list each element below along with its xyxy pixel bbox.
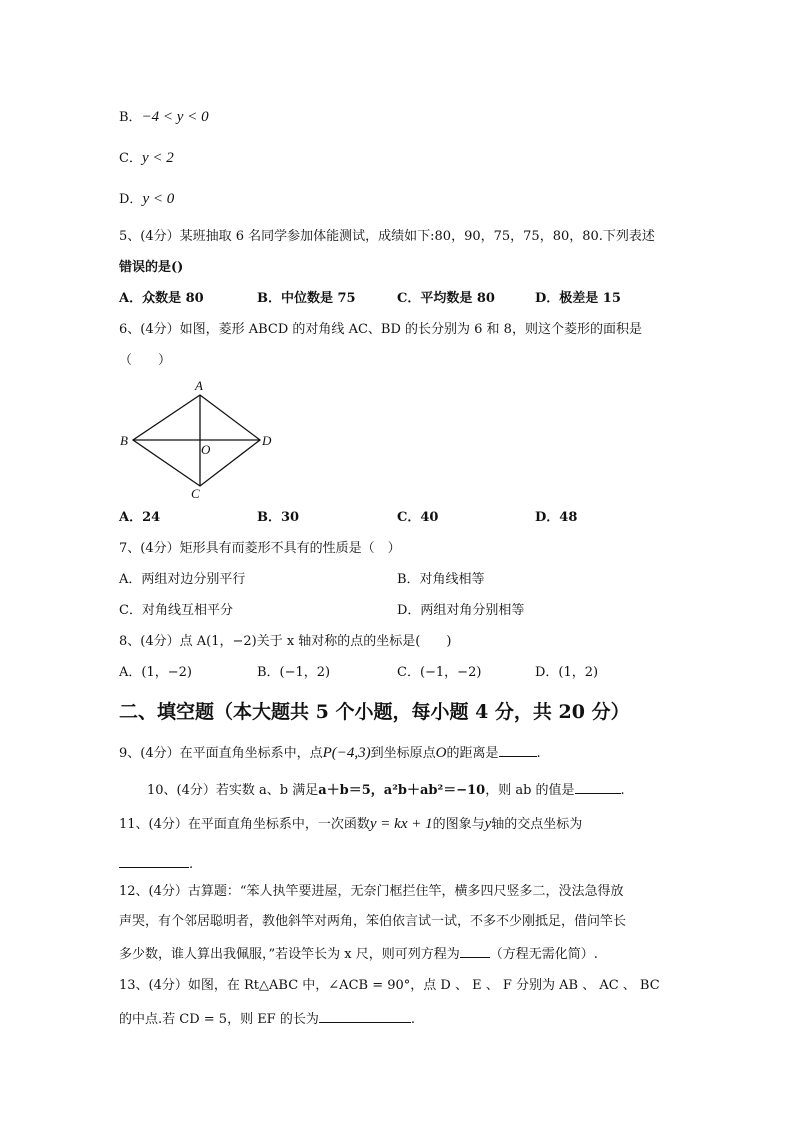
q11-answer-blank[interactable] [119, 853, 189, 868]
q4-option-b-label: B． [119, 110, 142, 125]
q6-line1: 6、(4分）如图，菱形 ABCD 的对角线 AC、BD 的长分别为 6 和 8，则这个菱形的面积是 [119, 322, 642, 337]
q11-pre: 11、(4分）在平面直角坐标系中，一次函数 [119, 817, 370, 832]
q13-line1: 13、(4分）如图，在 Rt△ABC 中，∠ACB = 90°，点 D 、 E 、 F 分别为 AB 、 AC 、 BC [119, 978, 660, 993]
q5-option-a: A．众数是 80 [119, 291, 204, 306]
q6-option-a: A．24 [119, 510, 161, 525]
q8-option-a: A．(1，−2) [119, 665, 192, 680]
q5-option-c: C．平均数是 80 [397, 291, 495, 306]
q8-option-b: B．(−1，2) [257, 665, 331, 680]
q7-option-d: D．两组对角分别相等 [397, 603, 525, 618]
q11-post: 轴的交点坐标为 [491, 817, 583, 832]
q9-answer-blank[interactable] [499, 742, 537, 757]
q12-line3-text: 多少数，谁人算出我佩服，”若设竿长为 x 尺，则可列方程为 [119, 947, 460, 962]
center-label-o: O [201, 442, 211, 457]
q4-option-d-label: D． [119, 192, 143, 207]
q4-option-c-expr: y < 2 [141, 150, 174, 166]
q6-option-b: B．30 [257, 510, 300, 525]
q12-answer-blank[interactable] [460, 943, 490, 958]
q4-option-c [119, 149, 174, 168]
vertex-label-d: D [262, 433, 272, 448]
q10-pre: 10、(4分）若实数 a、b 满足 [147, 783, 319, 798]
q5-line1: 5、(4分）某班抽取 6 名同学参加体能测试，成绩如下:80，90，75，75，80，80.下列表述 [119, 229, 655, 244]
q5-option-b: B．中位数是 75 [257, 291, 356, 306]
q13-answer-blank[interactable] [319, 1008, 411, 1023]
q5-option-d: D．极差是 15 [535, 291, 621, 306]
q11-mid: 的图象与 [432, 817, 485, 832]
q8-line1: 8、(4分）点 A(1，−2)关于 x 轴对称的点的坐标是( ) [119, 634, 452, 649]
q7-option-a: A．两组对边分别平行 [119, 572, 246, 587]
vertex-label-b: B [120, 433, 128, 448]
q11-expr: y = kx + 1 [369, 816, 433, 832]
q12-line3 [119, 943, 598, 964]
q4-option-c-label: C． [119, 151, 142, 166]
q11 [119, 815, 582, 834]
q6-line2: （ ） [119, 353, 172, 368]
q11-answer-line [119, 853, 193, 874]
q12-line1: 12、(4分）古算题：“笨人执竿要进屋，无奈门框拦住竿，横多四尺竖多二，没法急得放 [119, 884, 624, 899]
q5-line2: 错误的是() [119, 260, 184, 275]
q4-option-d [119, 190, 174, 209]
vertex-label-a: A [195, 378, 203, 393]
q10-expr: a＋b＝5，a²b＋ab²＝−10 [318, 783, 486, 798]
vertex-label-c: C [191, 486, 200, 500]
q4-option-d-expr: y < 0 [142, 191, 175, 207]
q4-option-b [119, 108, 209, 127]
q9-post: 的距离是 [446, 746, 499, 761]
q9 [119, 742, 541, 763]
q13-line2-text: 的中点.若 CD = 5，则 EF 的长为 [119, 1012, 319, 1027]
q9-origin: O [435, 745, 447, 761]
q7-option-b: B．对角线相等 [397, 572, 485, 587]
rhombus-figure [115, 375, 280, 500]
q8-option-c: C．(−1，−2) [397, 665, 482, 680]
q6-option-d: D．48 [535, 510, 578, 525]
q9-end: . [536, 746, 541, 761]
q8-option-d: D．(1，2) [535, 665, 599, 680]
q10-post: ，则 ab 的值是 [485, 783, 575, 798]
q10-end: . [620, 783, 625, 798]
q11-end: . [189, 857, 194, 872]
q13-line2 [119, 1008, 415, 1029]
q11-y-axis: y [484, 816, 492, 832]
q7-option-c: C．对角线互相平分 [119, 603, 233, 618]
q10-answer-blank[interactable] [575, 779, 621, 794]
q12-line2: 声哭，有个邻居聪明者，教他斜竿对两角，笨伯依言试一试，不多不少刚抵足，借问竿长 [119, 914, 627, 929]
q9-mid: 到坐标原点 [370, 746, 436, 761]
q10 [147, 779, 625, 800]
q9-pre: 9、(4分）在平面直角坐标系中，点 [119, 746, 323, 761]
q9-expr: P(−4,3) [322, 745, 371, 761]
q6-option-c: C．40 [397, 510, 439, 525]
section-title: 二、填空题（本大题共 5 个小题，每小题 4 分，共 20 分） [119, 701, 630, 723]
q4-option-b-expr: −4 < y < 0 [141, 109, 209, 125]
q12-line3-note: （方程无需化简）. [489, 947, 598, 962]
q7-line1: 7、(4分）矩形具有而菱形不具有的性质是（ ） [119, 541, 401, 556]
q13-end: . [410, 1012, 415, 1027]
